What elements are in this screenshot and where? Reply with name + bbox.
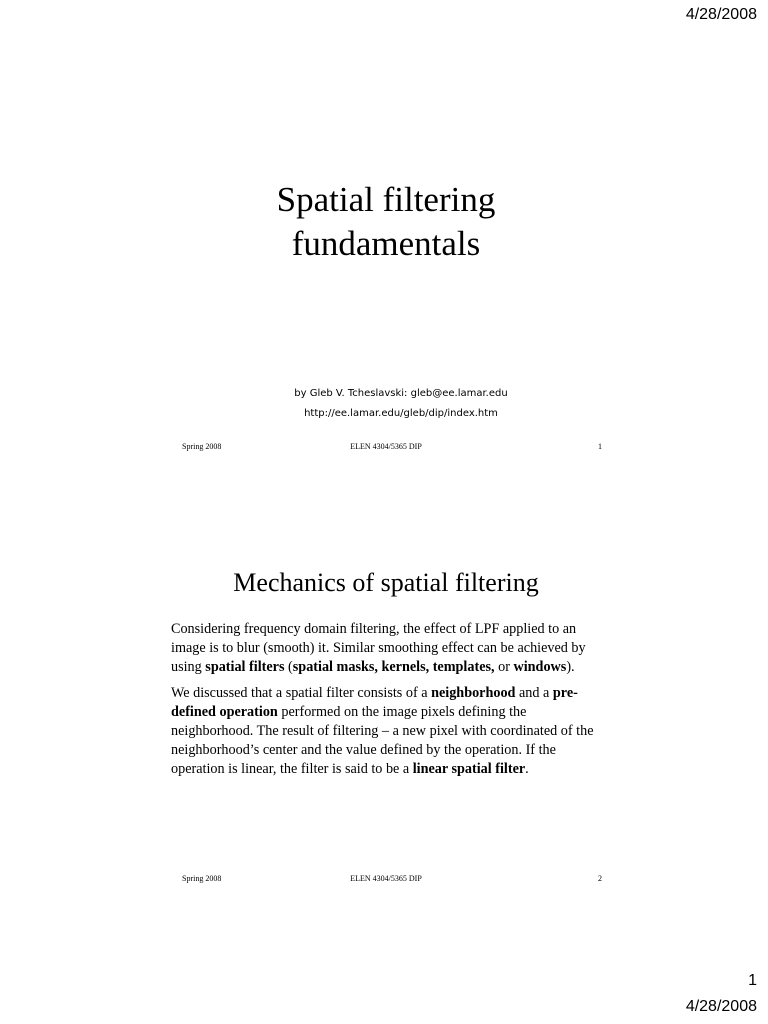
author-line: by Gleb V. Tcheslavski: gleb@ee.lamar.edu bbox=[294, 388, 508, 399]
p1-text-2: ( bbox=[284, 659, 293, 675]
paragraph-2 bbox=[171, 684, 605, 779]
p2-bold-1: neighborhood bbox=[431, 685, 516, 701]
paragraph-1 bbox=[171, 620, 605, 677]
p2-bold-2: pre-defined operation bbox=[171, 685, 578, 720]
p2-bold-3: linear spatial filter bbox=[412, 761, 526, 777]
p2-text-4: . bbox=[525, 761, 529, 777]
slide-1-author-block bbox=[168, 384, 604, 424]
slide-1-footer-term: Spring 2008 bbox=[182, 442, 222, 451]
slide-1-title-line-1: Spatial filtering bbox=[276, 180, 496, 219]
p1-text-3: or bbox=[494, 659, 514, 675]
slide-1-footer-course: ELEN 4304/5365 DIP bbox=[350, 442, 422, 451]
slide-1 bbox=[168, 150, 604, 460]
page-number: 1 bbox=[748, 972, 757, 989]
slide-2 bbox=[168, 560, 604, 890]
slide-2-footer-course: ELEN 4304/5365 DIP bbox=[350, 874, 422, 883]
slide-2-footer-term: Spring 2008 bbox=[182, 874, 222, 883]
slide-1-title-line-2: fundamentals bbox=[291, 224, 481, 263]
footer-date: 4/28/2008 bbox=[685, 998, 757, 1015]
p1-bold-1: spatial filters bbox=[205, 659, 285, 675]
slide-1-title bbox=[168, 178, 604, 266]
p1-bold-3: windows bbox=[513, 659, 567, 675]
p1-text-1: Considering frequency domain filtering, the effect of LPF applied to an image is to blur (smooth) it. Similar smoothing effect can be achieved by using bbox=[171, 621, 586, 675]
header-date: 4/28/2008 bbox=[685, 6, 757, 23]
p2-text-2: and a bbox=[515, 685, 553, 701]
slide-2-footer-number: 2 bbox=[598, 874, 602, 883]
p1-text-4: ). bbox=[566, 659, 575, 675]
slide-1-footer-number: 1 bbox=[598, 442, 602, 451]
slide-2-title: Mechanics of spatial filtering bbox=[233, 568, 539, 597]
slide-2-body bbox=[171, 620, 605, 786]
p2-text-3: performed on the image pixels defining the neighborhood. The result of filtering – a new pixel with coordinated of the neighborhood’s center and the value defined by the operation. If the operation is linear, the filter is said to be a bbox=[171, 704, 594, 777]
p1-bold-2: spatial masks, kernels, templates, bbox=[292, 659, 495, 675]
url-line: http://ee.lamar.edu/gleb/dip/index.htm bbox=[304, 408, 498, 419]
p2-text-1: We discussed that a spatial filter consists of a bbox=[171, 685, 432, 701]
